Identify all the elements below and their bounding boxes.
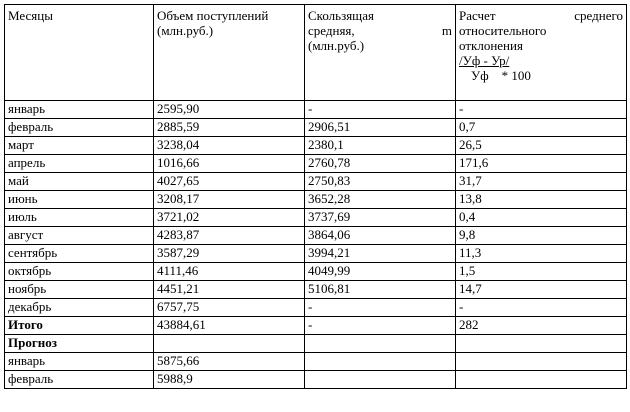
forecast-empty-2 (305, 335, 456, 353)
cell-deviation: 13,8 (456, 191, 627, 209)
cell-income: 5875,66 (154, 353, 305, 371)
table-row (5, 137, 627, 155)
cell-moving-average: 3994,21 (305, 245, 456, 263)
header-month: Месяцы (5, 5, 154, 101)
cell-deviation: 0,7 (456, 119, 627, 137)
table-row (5, 155, 627, 173)
table-row (5, 227, 627, 245)
cell-deviation (456, 371, 627, 389)
cell-deviation (456, 353, 627, 371)
cell-income: 4283,87 (154, 227, 305, 245)
cell-income: 6757,75 (154, 299, 305, 317)
cell-month: август (5, 227, 154, 245)
cell-month: февраль (5, 119, 154, 137)
cell-moving-average: 3737,69 (305, 209, 456, 227)
cell-moving-average: 2750,83 (305, 173, 456, 191)
cell-deviation: 31,7 (456, 173, 627, 191)
header-moving-average: Скользящая средняя, m (млн.руб.) (305, 5, 456, 101)
cell-income: 3208,17 (154, 191, 305, 209)
cell-month: март (5, 137, 154, 155)
forecast-table-row (5, 353, 627, 371)
table-row (5, 191, 627, 209)
cell-income: 3721,02 (154, 209, 305, 227)
cell-moving-average (305, 353, 456, 371)
table-row (5, 101, 627, 119)
cell-month: сентябрь (5, 245, 154, 263)
cell-month: октябрь (5, 263, 154, 281)
cell-moving-average: 2380,1 (305, 137, 456, 155)
forecast-row (5, 335, 627, 353)
cell-income: 3238,04 (154, 137, 305, 155)
table-row (5, 299, 627, 317)
cell-income: 4451,21 (154, 281, 305, 299)
cell-month: июль (5, 209, 154, 227)
header-income: Объем поступлений (млн.руб.) (154, 5, 305, 101)
cell-month: май (5, 173, 154, 191)
cell-moving-average: - (305, 101, 456, 119)
cell-income: 4111,46 (154, 263, 305, 281)
total-income: 43884,61 (154, 317, 305, 335)
cell-deviation: - (456, 101, 627, 119)
cell-deviation: 14,7 (456, 281, 627, 299)
cell-moving-average: 4049,99 (305, 263, 456, 281)
cell-income: 2885,59 (154, 119, 305, 137)
cell-deviation: 9,8 (456, 227, 627, 245)
table-row (5, 119, 627, 137)
cell-income: 2595,90 (154, 101, 305, 119)
data-table (4, 4, 627, 389)
cell-income: 3587,29 (154, 245, 305, 263)
total-label: Итого (5, 317, 154, 335)
table-row (5, 281, 627, 299)
cell-deviation: 171,6 (456, 155, 627, 173)
cell-month: январь (5, 353, 154, 371)
header-ma-line2: средняя, m (308, 23, 452, 38)
cell-month: январь (5, 101, 154, 119)
total-row (5, 317, 627, 335)
cell-moving-average: - (305, 299, 456, 317)
table-row (5, 245, 627, 263)
cell-moving-average: 2760,78 (305, 155, 456, 173)
cell-month: ноябрь (5, 281, 154, 299)
cell-moving-average (305, 371, 456, 389)
cell-month: декабрь (5, 299, 154, 317)
forecast-table-row (5, 371, 627, 389)
cell-moving-average: 3652,28 (305, 191, 456, 209)
cell-moving-average: 2906,51 (305, 119, 456, 137)
cell-deviation: - (456, 299, 627, 317)
table-row (5, 263, 627, 281)
cell-income: 1016,66 (154, 155, 305, 173)
cell-deviation: 0,4 (456, 209, 627, 227)
cell-moving-average: 3864,06 (305, 227, 456, 245)
cell-month: апрель (5, 155, 154, 173)
cell-deviation: 11,3 (456, 245, 627, 263)
table-row (5, 209, 627, 227)
header-row (5, 5, 627, 101)
cell-moving-average: 5106,81 (305, 281, 456, 299)
table-row (5, 173, 627, 191)
cell-deviation: 1,5 (456, 263, 627, 281)
formula-denominator: Уф * 100 (471, 68, 531, 83)
forecast-empty-3 (456, 335, 627, 353)
cell-income: 4027,65 (154, 173, 305, 191)
cell-income: 5988,9 (154, 371, 305, 389)
cell-month: июнь (5, 191, 154, 209)
total-deviation: 282 (456, 317, 627, 335)
forecast-label: Прогноз (5, 335, 154, 353)
cell-month: февраль (5, 371, 154, 389)
cell-deviation: 26,5 (456, 137, 627, 155)
forecast-empty-1 (154, 335, 305, 353)
header-deviation: Расчет среднего относительного отклонения /Уф - Ур/ Уф * 100 (456, 5, 627, 101)
formula-numerator: /Уф - Ур/ (459, 53, 510, 68)
total-moving-average: - (305, 317, 456, 335)
